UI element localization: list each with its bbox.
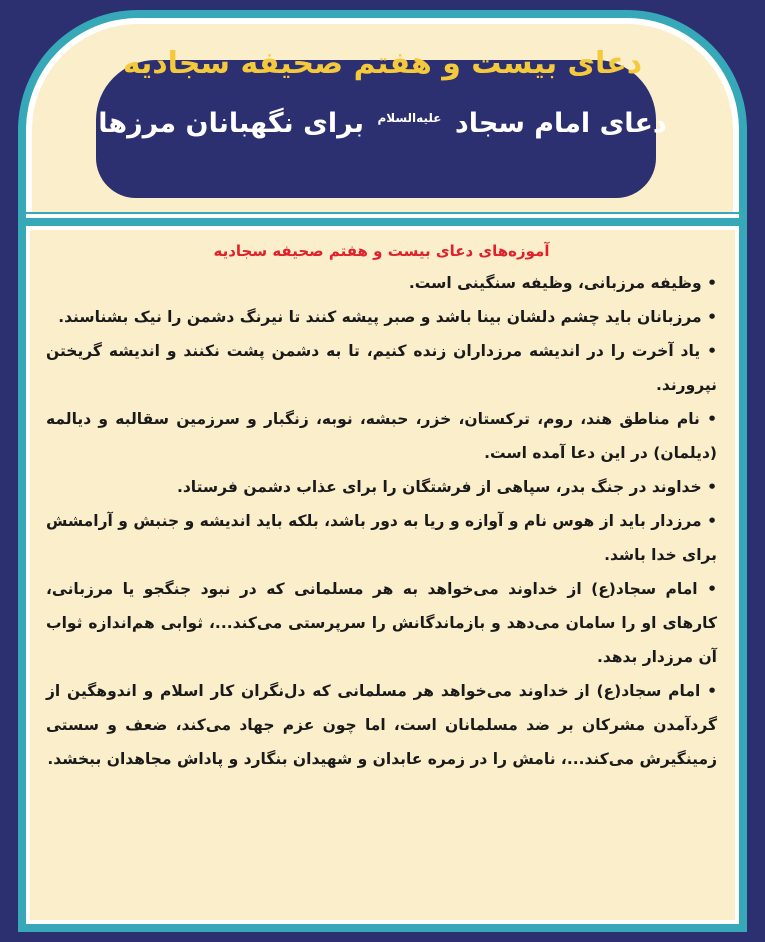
bullet-glyph: • [707, 308, 717, 326]
page-subtitle [0, 98, 765, 144]
bullet-glyph: • [707, 580, 717, 598]
page-title: دعای بیست و هفتم صحیفه سجادیه [122, 46, 643, 81]
bullet-glyph: • [707, 682, 717, 700]
bullet-glyph: • [707, 274, 717, 292]
section-heading: آموزه‌های دعای بیست و هفتم صحیفه سجادیه [213, 242, 550, 260]
bullet-glyph: • [707, 478, 717, 496]
list-item: • مرزبانان باید چشم دلشان بینا باشد و صبر پیشه کنند تا نیرنگ دشمن را نیک بشناسند. [58, 308, 717, 326]
bullet-glyph: • [707, 410, 717, 428]
subtitle-part-1: دعای امام سجاد [454, 108, 667, 139]
subtitle-part-2: برای نگهبانان مرزها [98, 108, 365, 139]
list-item: • یاد آخرت را در اندیشه مرزداران زنده کنیم، تا به دشمن پشت نکنند و اندیشه گریختن نپرورند. [46, 342, 717, 394]
list-item: • امام سجاد(ع) از خداوند می‌خواهد هر مسلمانی که دل‌نگران کار اسلام و اندوهگین از گردآمدن مشرکان بر ضد مسلمانان است، اما چون عزم جهاد می‌کند، ضعف و سستی زمینگیرش می‌کند...، نامش را در زمره عابدان و شهیدان بنگارد و پاداش مجاهدان ببخشد. [46, 682, 717, 768]
list-item: • نام مناطق هند، روم، ترکستان، خزر، حبشه، نوبه، زنگبار و سرزمین سقالبه و دیالمه (دیلمان) در این دعا آمده است. [46, 410, 717, 462]
honorific-mark: علیه‌السلام [377, 111, 442, 125]
body-frame [18, 226, 747, 932]
bullet-glyph: • [707, 342, 717, 360]
body-panel [30, 230, 735, 920]
body-border [26, 226, 739, 924]
list-item: • امام سجاد(ع) از خداوند می‌خواهد به هر مسلمانی که در نبود جنگجو یا مرزبانی، کارهای او را سامان می‌دهد و بازماندگانش را سرپرستی می‌کند...، ثوابی هم‌اندازه ثواب آن مرزدار بدهد. [46, 580, 717, 666]
list-item: • مرزدار باید از هوس نام و آوازه و ریا به دور باشد، بلکه باید اندیشه و جنبش و آرامشش برای خدا باشد. [46, 512, 717, 564]
content-area [46, 236, 717, 776]
list-item: • وظیفه مرزبانی، وظیفه سنگینی است. [408, 274, 717, 292]
separator-line [26, 214, 739, 218]
bullet-glyph: • [707, 512, 717, 530]
teachings-list [46, 266, 717, 776]
list-item: • خداوند در جنگ بدر، سپاهی از فرشتگان را برای عذاب دشمن فرستاد. [176, 478, 717, 496]
